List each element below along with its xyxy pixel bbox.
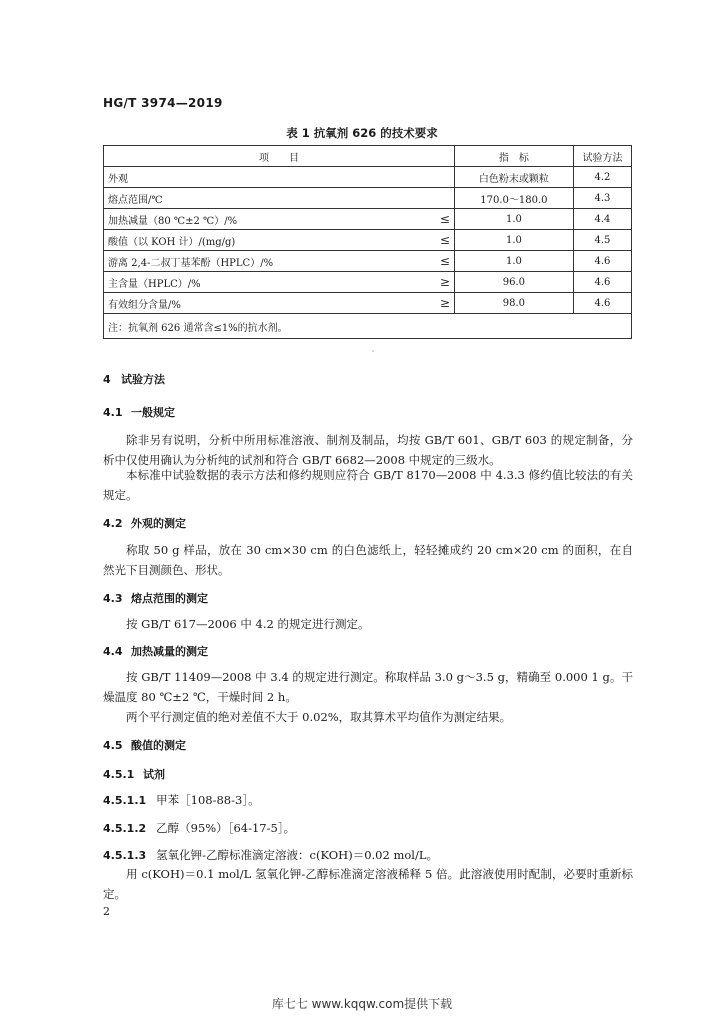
spec-table [103, 145, 632, 339]
clause-number: 4.5.1.1 [103, 794, 147, 807]
row-item: 熔点范围/℃ [104, 188, 436, 209]
paragraph: 本标准中试验数据的表示方法和修约规则应符合 GB/T 8170—2008 中 4.3.3 修约值比较法的有关规定。 [103, 468, 633, 502]
row-symbol: ≥ [436, 293, 455, 314]
section-title: 熔点范围的测定 [131, 592, 208, 605]
subclause-4-5-1-3 [103, 847, 438, 863]
section-title: 加热减量的测定 [131, 645, 208, 658]
section-4-2-heading [103, 515, 186, 531]
section-number: 4.5.1 [103, 768, 135, 781]
section-number: 4.4 [103, 645, 123, 658]
row-value: 白色粉末或颗粒 [454, 167, 573, 188]
paragraph: 按 GB/T 617—2006 中 4.2 的规定进行测定。 [126, 617, 370, 631]
clause-text: 甲苯［108-88-3］。 [156, 793, 260, 807]
row-value: 96.0 [454, 272, 573, 293]
section-number: 4.1 [103, 406, 123, 419]
col-header-method: 试验方法 [573, 146, 631, 167]
section-title: 酸值的测定 [131, 739, 186, 752]
subclause-4-5-1-1 [103, 792, 260, 808]
download-watermark: 库七七 www.kqqw.com提供下载 [271, 997, 453, 1011]
section-number: 4.3 [103, 592, 123, 605]
table-row [104, 293, 632, 314]
paragraph: 除非另有说明，分析中所用标准溶液、制剂及制品，均按 GB/T 601、GB/T 603 的规定制备，分析中仅使用确认为分析纯的试剂和符合 GB/T 6682—2008 中规定的三级水。 [103, 433, 633, 467]
clause-text: 乙醇（95%）［64-17-5］。 [156, 821, 296, 835]
section-title: 外观的测定 [131, 517, 186, 530]
clause-text: 氢氧化钾-乙醇标准滴定溶液：c(KOH)＝0.02 mol/L。 [156, 848, 438, 862]
row-item: 有效组分含量/% [104, 293, 436, 314]
page-number: 2 [103, 905, 110, 918]
section-title: 试验方法 [121, 373, 165, 386]
table-row [104, 188, 632, 209]
table-row [104, 251, 632, 272]
row-item: 加热减量（80 ℃±2 ℃）/% [104, 209, 436, 230]
row-item: 主含量（HPLC）/% [104, 272, 436, 293]
row-item: 外观 [104, 167, 436, 188]
row-symbol [436, 167, 455, 188]
table-row [104, 209, 632, 230]
row-method: 4.2 [573, 167, 631, 188]
row-value: 170.0～180.0 [454, 188, 573, 209]
section-4-5-1-heading [103, 766, 165, 782]
row-method: 4.6 [573, 251, 631, 272]
section-number: 4.2 [103, 517, 123, 530]
document-code: HG/T 3974—2019 [103, 96, 223, 110]
section-number: 4.5 [103, 739, 123, 752]
row-value: 1.0 [454, 251, 573, 272]
section-title: 一般规定 [131, 406, 175, 419]
row-method: 4.4 [573, 209, 631, 230]
section-number: 4 [103, 373, 111, 386]
paragraph: 用 c(KOH)＝0.1 mol/L 氢氧化钾-乙醇标准滴定溶液稀释 5 倍。此溶液使用时配制，必要时重新标定。 [103, 867, 633, 901]
section-title: 试剂 [143, 768, 165, 781]
row-symbol: ≤ [436, 209, 455, 230]
table-row [104, 272, 632, 293]
table-note: 注：抗氧剂 626 通常含≤1%的抗水剂。 [104, 314, 632, 339]
row-item: 游离 2,4-二叔丁基苯酚（HPLC）/% [104, 251, 436, 272]
table-header-row [104, 146, 632, 167]
row-method: 4.3 [573, 188, 631, 209]
section-4-5-heading [103, 737, 186, 753]
paragraph: 两个平行测定值的绝对差值不大于 0.02%，取其算术平均值作为测定结果。 [126, 710, 512, 724]
section-4-1-heading [103, 404, 175, 420]
row-method: 4.6 [573, 293, 631, 314]
row-method: 4.5 [573, 230, 631, 251]
row-value: 1.0 [454, 209, 573, 230]
table-note-row [104, 314, 632, 339]
paragraph: 称取 50 g 样品，放在 30 cm×30 cm 的白色滤纸上，轻轻摊成约 20 cm×20 cm 的面积，在自然光下目测颜色、形状。 [103, 543, 633, 577]
table-row [104, 230, 632, 251]
row-value: 1.0 [454, 230, 573, 251]
row-method: 4.6 [573, 272, 631, 293]
col-header-item: 项 目 [104, 146, 455, 167]
row-item: 酸值（以 KOH 计）/(mg/g) [104, 230, 436, 251]
row-value: 98.0 [454, 293, 573, 314]
row-symbol: ≤ [436, 230, 455, 251]
clause-number: 4.5.1.2 [103, 822, 147, 835]
row-symbol: ≤ [436, 251, 455, 272]
row-symbol [436, 188, 455, 209]
section-4-heading [103, 371, 165, 387]
col-header-value: 指 标 [454, 146, 573, 167]
paragraph: 按 GB/T 11409—2008 中 3.4 的规定进行测定。称取样品 3.0 g～3.5 g，精确至 0.000 1 g。干燥温度 80 ℃±2 ℃，干燥时间 2 h。 [103, 670, 633, 704]
table-title: 表 1 抗氧剂 626 的技术要求 [286, 126, 438, 140]
row-symbol: ≥ [436, 272, 455, 293]
table-row [104, 167, 632, 188]
scan-speck [372, 350, 374, 352]
section-4-3-heading [103, 590, 208, 606]
clause-number: 4.5.1.3 [103, 849, 147, 862]
subclause-4-5-1-2 [103, 820, 295, 836]
section-4-4-heading [103, 643, 208, 659]
